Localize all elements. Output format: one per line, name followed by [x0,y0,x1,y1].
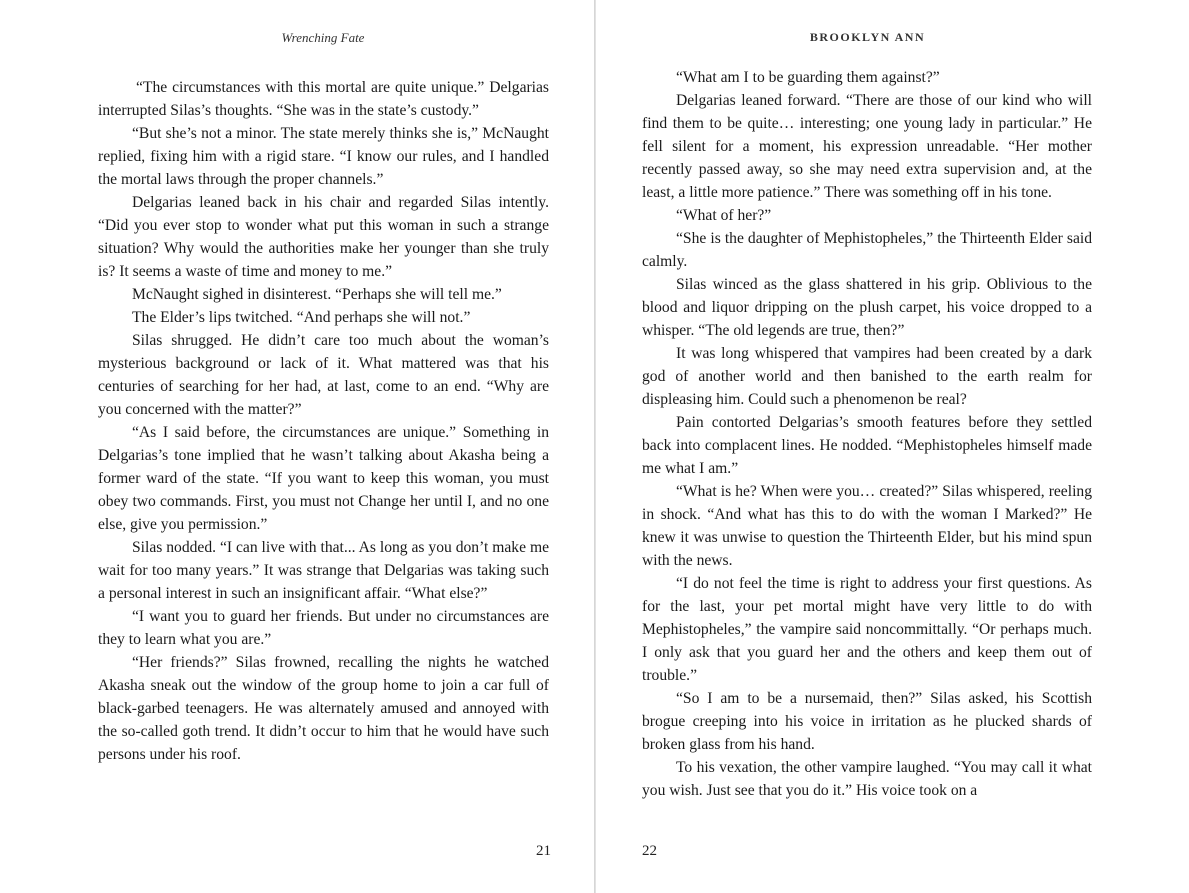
paragraph: “But she’s not a minor. The state merely thinks she is,” McNaught replied, fixing him with a rigid stare. “I know our rules, and I handled the mortal laws through the proper channels.” [98,125,549,188]
paragraph: Delgarias leaned back in his chair and regarded Silas intently. “Did you ever stop to wonder what put this woman in such a strange situation? Why would the authorities make her younger than she truly is? It seems a waste of time and money to me.” [98,194,549,280]
paragraph: “What am I to be guarding them against?” [676,69,940,86]
paragraph: Silas winced as the glass shattered in his grip. Oblivious to the blood and liquor dripping on the plush carpet, his voice dropped to a whisper. “The old legends are true, then?” [642,276,1092,339]
paragraph: Silas nodded. “I can live with that... As long as you don’t make me wait for too many years.” It was strange that Delgarias was taking such a personal interest in such an insignificant affair. “What else?” [98,539,549,602]
paragraph: “The circumstances with this mortal are quite unique.” Delgarias interrupted Silas’s thoughts. “She was in the state’s custody.” [98,79,549,119]
paragraph: “What of her?” [676,207,772,224]
paragraph: McNaught sighed in disinterest. “Perhaps she will tell me.” [132,286,502,303]
paragraph: “As I said before, the circumstances are unique.” Something in Delgarias’s tone implied that he wasn’t talking about Akasha being a former ward of the state. “If you want to keep this woman, you must obey two commands. First, you must not Change her until I, and no one else, give you permission.” [98,424,549,533]
left-page [0,0,594,893]
paragraph: “So I am to be a nursemaid, then?” Silas asked, his Scottish brogue creeping into his voice in irritation as he plucked shards of broken glass from his hand. [642,690,1092,753]
page-number: 22 [642,843,657,859]
paragraph: “Her friends?” Silas frowned, recalling the nights he watched Akasha sneak out the window of the group home to join a car full of black-garbed teenagers. He was alternately amused and annoyed with the so-called goth trend. It didn’t occur to him that he would have such persons under his roof. [98,654,549,763]
running-head-title: Wrenching Fate [281,30,365,45]
paragraph: The Elder’s lips twitched. “And perhaps she will not.” [132,309,471,326]
paragraph: It was long whispered that vampires had been created by a dark god of another world and then banished to the earth realm for displeasing him. Could such a phenomenon be real? [642,345,1092,408]
page-number: 21 [536,843,551,859]
running-head-author: BROOKLYN ANN [809,30,926,44]
paragraph: Pain contorted Delgarias’s smooth features before they settled back into complacent lines. He nodded. “Mephistopheles himself made me what I am.” [642,414,1092,477]
paragraph: Delgarias leaned forward. “There are those of our kind who will find them to be quite… interesting; one young lady in particular.” He fell silent for a moment, his expression unreadable. “Her mother recently passed away, so she may need extra supervision and, at the least, a little more patience.” There was something off in his tone. [642,92,1092,201]
paragraph: “What is he? When were you… created?” Silas whispered, reeling in shock. “And what has this to do with the woman I Marked?” He knew it was unwise to question the Thirteenth Elder, but his mind spun with the news. [642,483,1092,569]
paragraph: “She is the daughter of Mephistopheles,” the Thirteenth Elder said calmly. [642,230,1092,270]
paragraph: “I want you to guard her friends. But under no circumstances are they to learn what you are.” [98,608,549,648]
paragraph: “I do not feel the time is right to address your first questions. As for the last, your pet mortal might have very little to do with Mephistopheles,” the vampire said noncommittally. “Or perhaps much. I only ask that you guard her and the others and keep them out of trouble.” [642,575,1092,684]
right-page [596,0,1189,893]
right-page-body [642,66,1092,802]
left-page-body [98,76,549,766]
paragraph: Silas shrugged. He didn’t care too much about the woman’s mysterious background or lack of it. What mattered was that his centuries of searching for her had, at last, come to an end. “Why are you concerned with the matter?” [98,332,549,418]
paragraph: To his vexation, the other vampire laughed. “You may call it what you wish. Just see that you do it.” His voice took on a [642,759,1092,799]
